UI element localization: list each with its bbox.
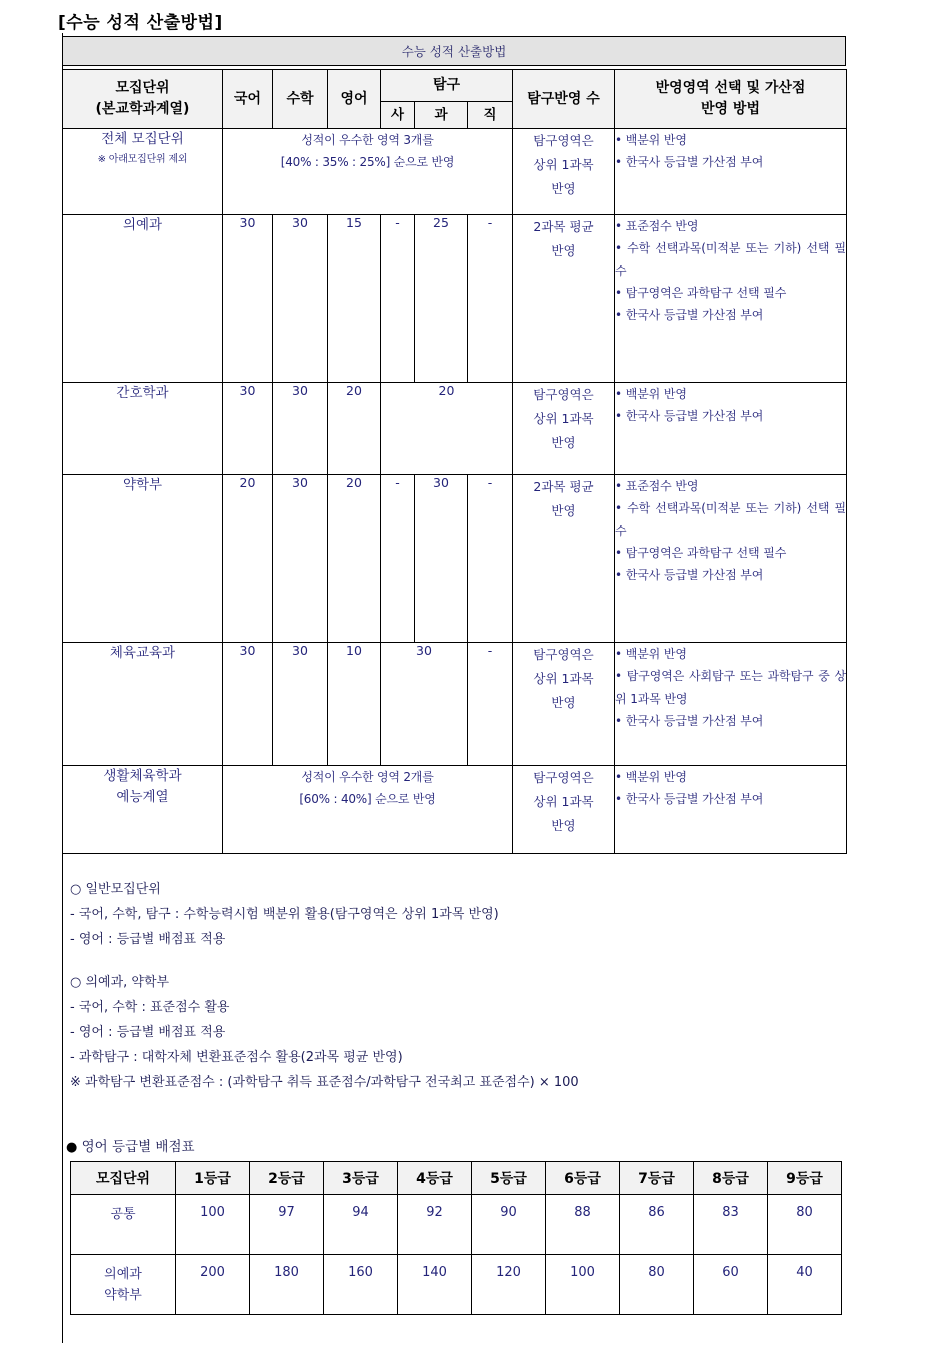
method-item: • 표준점수 반영 [615, 475, 846, 497]
english-table-heading-label: 영어 등급별 배점표 [81, 1139, 195, 1155]
notes-group2-line: - 영어 : 등급별 배점표 적용 [70, 1024, 226, 1040]
eng-col-header-grade-7: 7등급 [620, 1162, 694, 1195]
eng-row-label-line1: 의예과 [104, 1267, 142, 1282]
method-item: • 백분위 반영 [615, 643, 846, 665]
header-row-primary [63, 70, 847, 102]
notes-group1-line: - 영어 : 등급별 배점표 적용 [70, 931, 226, 947]
col-header-unit [63, 70, 223, 129]
row-method-cell [615, 766, 847, 854]
method-item: • 한국사 등급별 가산점 부여 [615, 710, 846, 732]
method-item: • 백분위 반영 [615, 383, 846, 405]
method-item: • 탐구영역은 사회탐구 또는 과학탐구 중 상위 1과목 반영 [615, 665, 846, 709]
row-korean-score: 30 [223, 383, 273, 475]
row-tamgu-count-cell [513, 383, 615, 475]
row-unit-label: 간호학과 [116, 385, 169, 402]
row-english-score: 20 [328, 383, 381, 475]
row-tamgu-social-score: - [381, 215, 415, 383]
method-item: • 수학 선택과목(미적분 또는 기하) 선택 필수 [615, 497, 846, 541]
row-tamgu-sa-gwa-merged-score: 30 [381, 643, 468, 766]
row-method-cell [615, 383, 847, 475]
tamgu-count-line-2: 상위 1과목 [533, 794, 594, 809]
row-method-cell [615, 129, 847, 215]
eng-col-header-grade-3: 3등급 [324, 1162, 398, 1195]
col-header-method [615, 70, 847, 129]
eng-col-header-unit: 모집단위 [71, 1162, 176, 1195]
col-header-korean: 국어 [223, 70, 273, 129]
tamgu-count-line-3: 반영 [551, 180, 576, 196]
eng-row-value: 83 [694, 1195, 768, 1255]
table-row [63, 215, 847, 383]
tamgu-count-line-2: 상위 1과목 [533, 671, 594, 686]
row-korean-score: 30 [223, 215, 273, 383]
eng-col-header-grade-2: 2등급 [250, 1162, 324, 1195]
eng-row-value: 92 [398, 1195, 472, 1255]
method-item: • 한국사 등급별 가산점 부여 [615, 304, 846, 326]
notes-spacer [70, 953, 870, 971]
method-item: • 한국사 등급별 가산점 부여 [615, 151, 846, 173]
row-unit-label: 약학부 [122, 477, 163, 494]
row-tamgu-count-cell [513, 643, 615, 766]
tamgu-count-line-3: 반영 [551, 817, 576, 833]
method-item: • 한국사 등급별 가산점 부여 [615, 405, 846, 427]
english-table-body [71, 1195, 842, 1315]
english-table-head [71, 1162, 842, 1195]
row-math-score: 30 [273, 383, 328, 475]
table-row [71, 1255, 842, 1315]
eng-row-value: 80 [768, 1195, 842, 1255]
eng-row-value: 94 [324, 1195, 398, 1255]
col-header-tamgu: 탐구 [381, 70, 513, 102]
row-unit-label-line2: 예능계열 [116, 789, 169, 806]
row-merged-rule-cell [223, 766, 513, 854]
col-header-tamgu-count: 탐구반영 수 [513, 70, 615, 129]
tamgu-count-line-2: 반영 [551, 503, 576, 518]
method-item: • 탐구영역은 과학탐구 선택 필수 [615, 282, 846, 304]
rule-line-2: [60% : 40%] 순으로 반영 [299, 792, 436, 807]
table-row [63, 766, 847, 854]
eng-row-value: 140 [398, 1255, 472, 1315]
eng-row-value: 90 [472, 1195, 546, 1255]
row-unit-cell [63, 383, 223, 475]
eng-col-header-grade-1: 1등급 [176, 1162, 250, 1195]
col-header-method-line1: 반영영역 선택 및 가산점 [655, 80, 806, 97]
tamgu-count-line-1: 2과목 평균 [533, 479, 594, 495]
eng-row-value: 180 [250, 1255, 324, 1315]
notes-group2-line: - 과학탐구 : 대학자체 변환표준점수 활용(2과목 평균 반영) [70, 1049, 403, 1065]
eng-col-header-grade-4: 4등급 [398, 1162, 472, 1195]
tamgu-count-line-1: 탐구영역은 [533, 387, 594, 403]
bullet-dot-icon: ● [66, 1140, 78, 1155]
method-item: • 표준점수 반영 [615, 215, 846, 237]
col-header-tamgu-science: 과 [415, 102, 468, 129]
eng-row-value: 40 [768, 1255, 842, 1315]
notes-group2-line: - 국어, 수학 : 표준점수 활용 [70, 999, 230, 1015]
eng-row-value: 97 [250, 1195, 324, 1255]
row-unit-label: 전체 모집단위 [101, 131, 184, 148]
row-english-score: 20 [328, 475, 381, 643]
row-english-score: 10 [328, 643, 381, 766]
row-unit-cell [63, 643, 223, 766]
col-header-math: 수학 [273, 70, 328, 129]
tamgu-count-line-2: 반영 [551, 243, 576, 258]
row-korean-score: 20 [223, 475, 273, 643]
main-table-wrap [62, 36, 846, 854]
row-unit-label: 체육교육과 [109, 645, 176, 662]
row-method-cell [615, 643, 847, 766]
row-english-score: 15 [328, 215, 381, 383]
col-header-unit-line2: (본교학과계열) [95, 101, 190, 118]
eng-row-value: 100 [546, 1255, 620, 1315]
row-tamgu-social-score: - [381, 475, 415, 643]
eng-row-label [71, 1255, 176, 1315]
tamgu-count-line-1: 탐구영역은 [533, 647, 594, 663]
eng-col-header-grade-6: 6등급 [546, 1162, 620, 1195]
method-item: • 수학 선택과목(미적분 또는 기하) 선택 필수 [615, 237, 846, 281]
english-grade-score-table [70, 1161, 842, 1315]
tamgu-count-line-2: 상위 1과목 [533, 157, 594, 172]
row-tamgu-vocational-score: - [468, 215, 513, 383]
main-table-head [63, 70, 847, 129]
tamgu-count-line-1: 탐구영역은 [533, 133, 594, 149]
eng-row-label-line2: 약학부 [104, 1287, 142, 1303]
table-row [63, 129, 847, 215]
eng-row-value: 60 [694, 1255, 768, 1315]
row-method-cell [615, 215, 847, 383]
tamgu-count-line-1: 2과목 평균 [533, 219, 594, 235]
row-tamgu-count-cell [513, 475, 615, 643]
rule-line-2: [40% : 35% : 25%] 순으로 반영 [280, 155, 455, 170]
notes-group1-title: ○ 일반모집단위 [70, 882, 161, 897]
tamgu-count-line-1: 탐구영역은 [533, 770, 594, 786]
eng-col-header-grade-5: 5등급 [472, 1162, 546, 1195]
score-calculation-table [62, 69, 847, 854]
notes-group2-title: ○ 의예과, 약학부 [70, 974, 170, 990]
eng-row-value: 100 [176, 1195, 250, 1255]
english-table-heading [66, 1135, 195, 1155]
tamgu-count-line-3: 반영 [551, 434, 576, 450]
row-math-score: 30 [273, 643, 328, 766]
row-unit-cell [63, 129, 223, 215]
row-tamgu-count-cell [513, 129, 615, 215]
eng-row-value: 200 [176, 1255, 250, 1315]
row-tamgu-count-cell [513, 766, 615, 854]
col-header-english: 영어 [328, 70, 381, 129]
table-row [71, 1195, 842, 1255]
col-header-method-line2: 반영 방법 [701, 101, 760, 118]
eng-row-value: 80 [620, 1255, 694, 1315]
english-table-wrap [70, 1161, 838, 1315]
col-header-tamgu-vocational: 직 [468, 102, 513, 129]
eng-col-header-grade-9: 9등급 [768, 1162, 842, 1195]
tamgu-count-line-3: 반영 [551, 694, 576, 710]
eng-row-value: 160 [324, 1255, 398, 1315]
rule-line-1: 성적이 우수한 영역 3개를 [301, 133, 434, 148]
tamgu-count-line-2: 상위 1과목 [533, 411, 594, 426]
row-unit-cell [63, 766, 223, 854]
eng-row-value: 88 [546, 1195, 620, 1255]
eng-col-header-grade-8: 8등급 [694, 1162, 768, 1195]
row-math-score: 30 [273, 215, 328, 383]
method-item: • 한국사 등급별 가산점 부여 [615, 564, 846, 586]
row-tamgu-vocational-score: - [468, 475, 513, 643]
row-unit-cell [63, 475, 223, 643]
notes-group1-line: - 국어, 수학, 탐구 : 수학능력시험 백분위 활용(탐구영역은 상위 1과목 반영) [70, 906, 499, 922]
row-tamgu-science-score: 25 [415, 215, 468, 383]
row-unit-label: 의예과 [122, 217, 163, 234]
main-table-caption: 수능 성적 산출방법 [62, 36, 846, 66]
row-korean-score: 30 [223, 643, 273, 766]
row-tamgu-merged-score: 20 [381, 383, 513, 475]
eng-row-value: 120 [472, 1255, 546, 1315]
method-item: • 백분위 반영 [615, 766, 846, 788]
main-table-body [63, 129, 847, 854]
row-tamgu-vocational-score: - [468, 643, 513, 766]
table-row [63, 383, 847, 475]
method-item: • 백분위 반영 [615, 129, 846, 151]
row-math-score: 30 [273, 475, 328, 643]
eng-row-value: 86 [620, 1195, 694, 1255]
page-title: [수능 성적 산출방법] [58, 13, 223, 33]
row-tamgu-count-cell [513, 215, 615, 383]
row-unit-cell [63, 215, 223, 383]
method-item: • 한국사 등급별 가산점 부여 [615, 788, 846, 810]
table-row [63, 475, 847, 643]
table-row [63, 643, 847, 766]
notes-section [70, 878, 870, 1096]
row-unit-label-line1: 생활체육학과 [103, 768, 182, 785]
rule-line-1: 성적이 우수한 영역 2개를 [301, 770, 434, 785]
eng-row-label: 공통 [71, 1195, 176, 1255]
col-header-unit-line1: 모집단위 [115, 80, 170, 97]
col-header-tamgu-social: 사 [381, 102, 415, 129]
row-method-cell [615, 475, 847, 643]
notes-group2-line: ※ 과학탐구 변환표준점수 : (과학탐구 취득 표준점수/과학탐구 전국최고 표준점수) × 100 [70, 1074, 579, 1090]
method-item: • 탐구영역은 과학탐구 선택 필수 [615, 542, 846, 564]
row-unit-note: ※ 아래모집단위 제외 [97, 154, 188, 166]
english-header-row [71, 1162, 842, 1195]
row-merged-rule-cell [223, 129, 513, 215]
row-tamgu-science-score: 30 [415, 475, 468, 643]
